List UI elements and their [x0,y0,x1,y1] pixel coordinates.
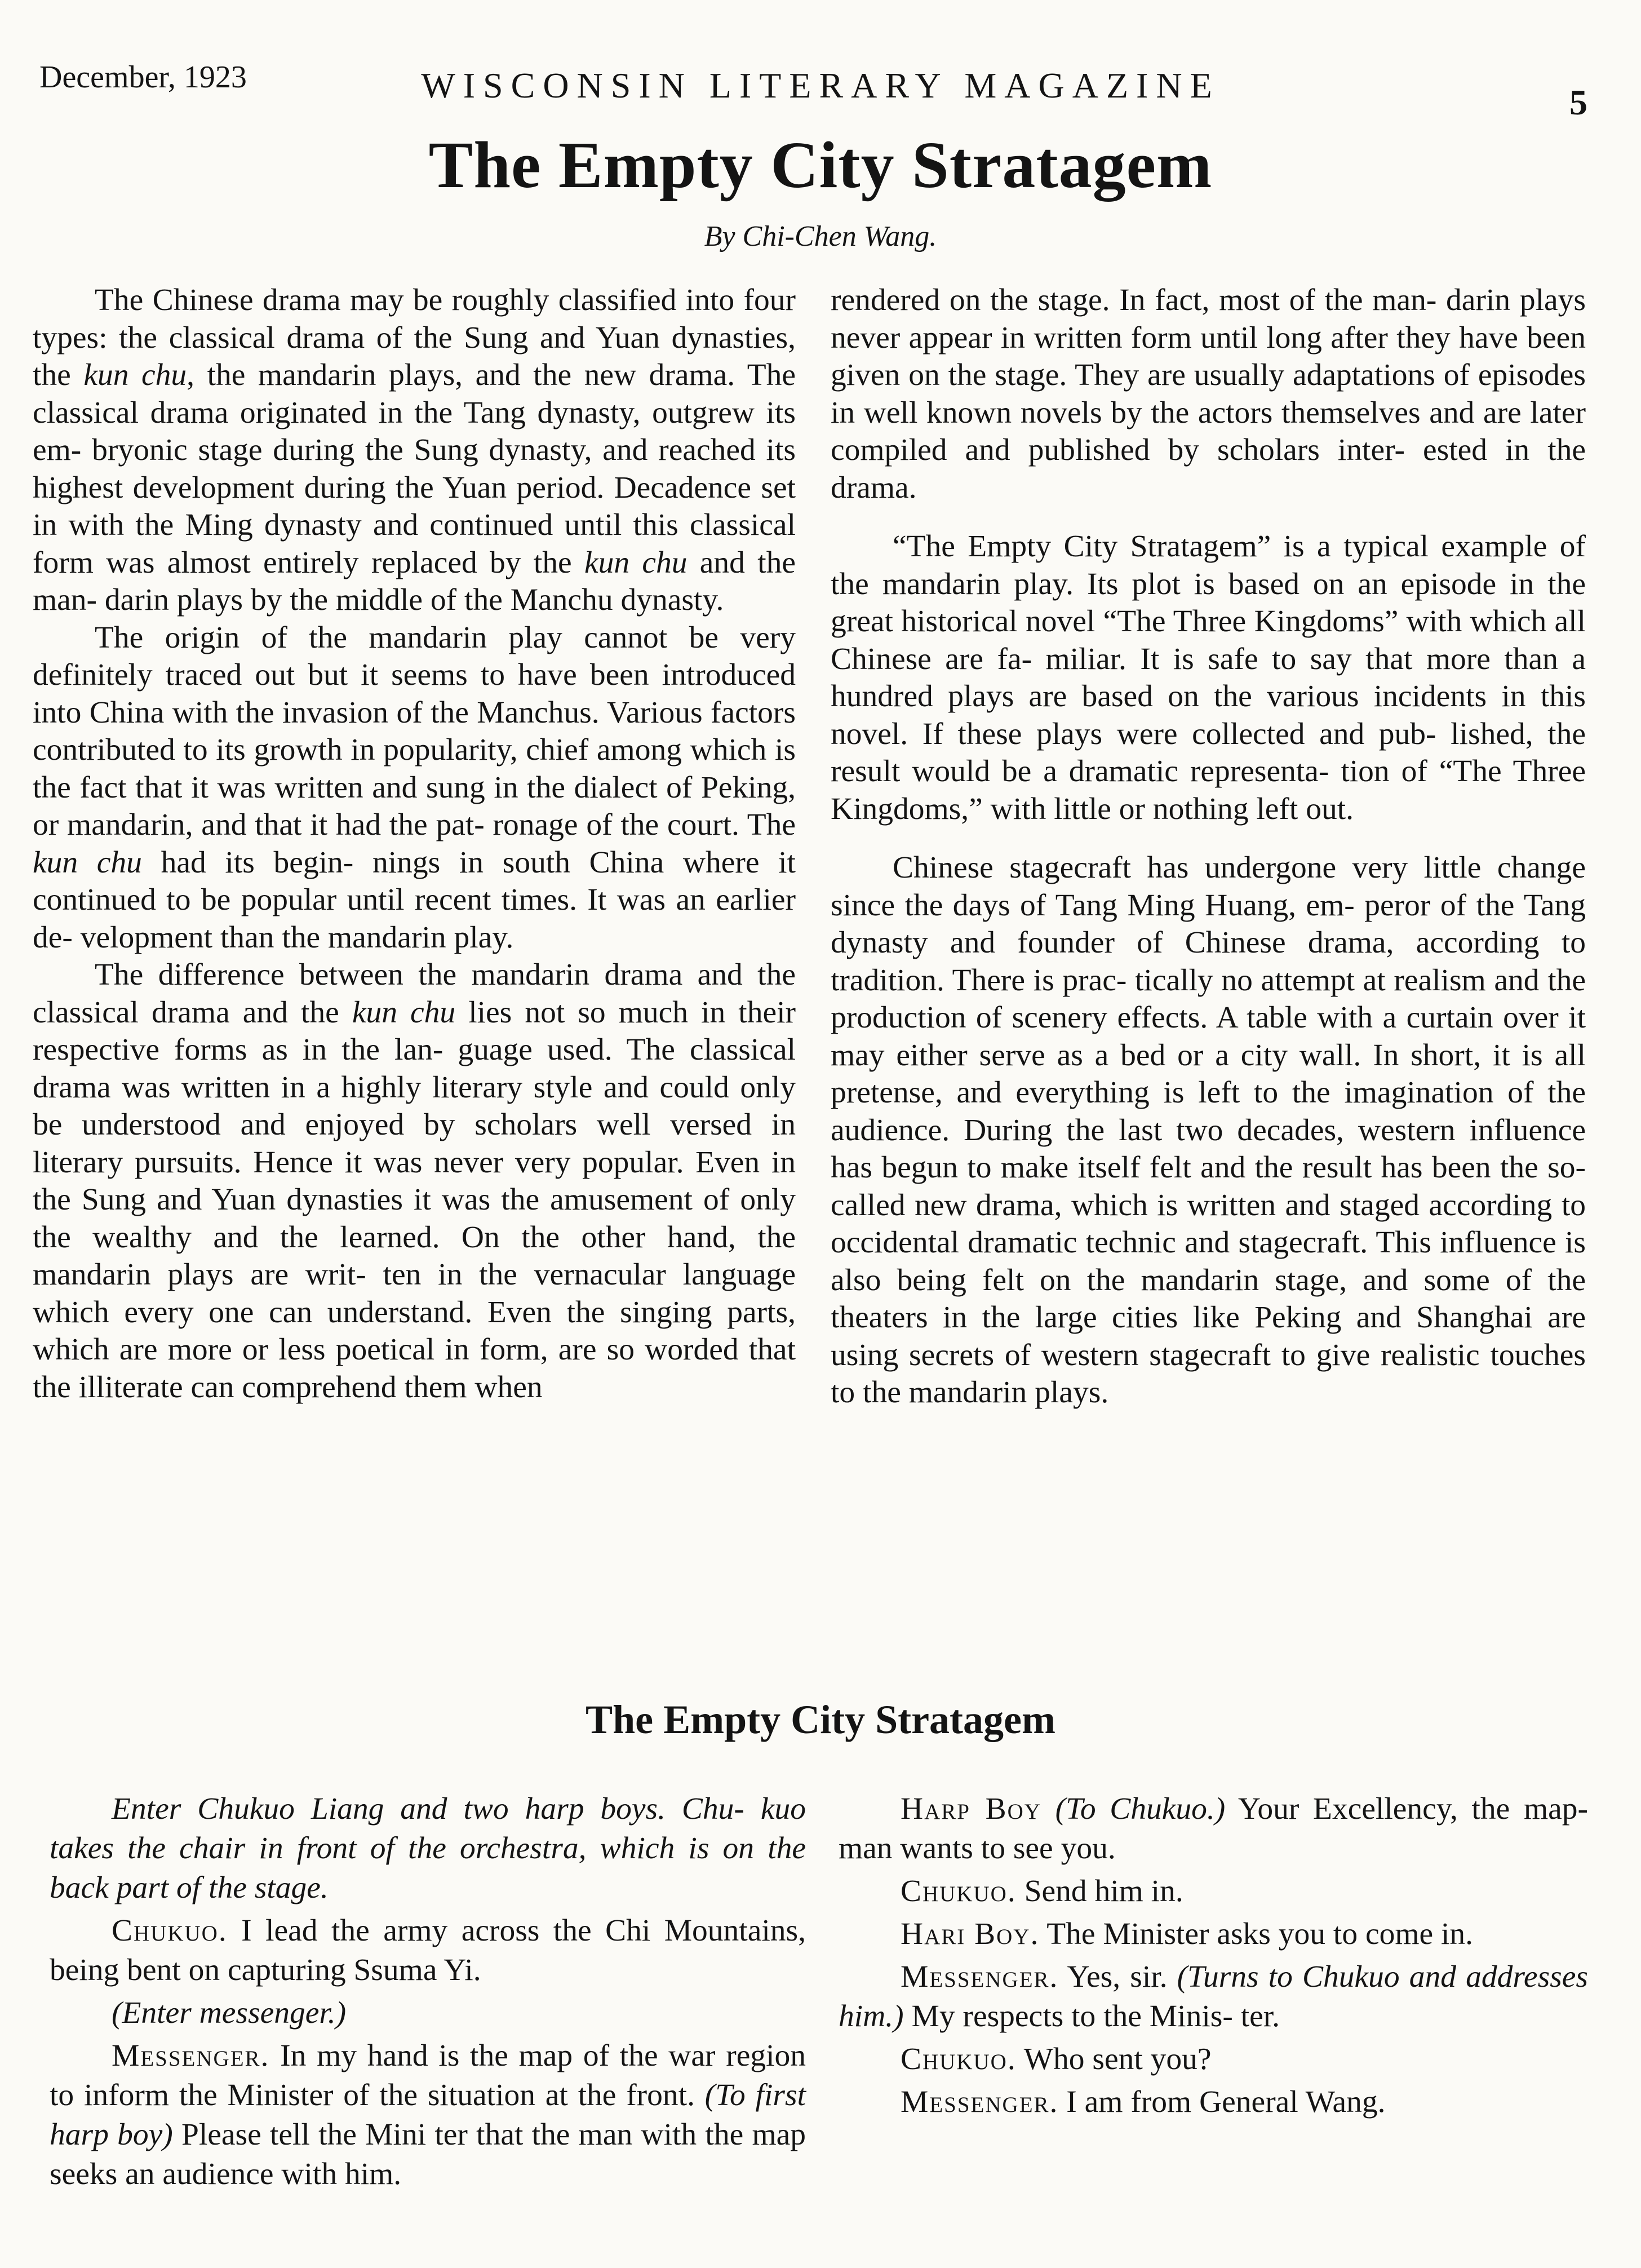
magazine-name: WISCONSIN LITERARY MAGAZINE [421,65,1220,105]
dialogue-line: Messenger. In my hand is the map of the war region to inform the Minister of the situation at the front. (To first harp boy) Please tell the Mini ter that the man with the map seeks an audience with him. [50,2039,806,2191]
play-title: The Empty City Stratagem [586,1697,1055,1742]
essay-column-right [831,282,1586,1412]
speaker-name: Messenger. [901,2085,1059,2119]
essay-column-left [33,282,796,1406]
dialogue-line: Harp Boy (To Chukuo.) Your Excellency, the map-man wants to see you. [839,1792,1588,1866]
speaker-name: Messenger. [112,2039,270,2073]
speaker-name: Harp Boy [901,1792,1041,1826]
dialogue-line: Chukuo. Send him in. [901,1874,1183,1908]
play-column-right [839,1789,1588,2125]
essay-paragraph: Chinese stagecraft has undergone very little change since the days of Tang Ming Huang, em- peror of the Tang dynasty and founder of Chinese drama, according to tradition. There is prac- tically no attempt at realism and the production of scenery effects. A table with a curtain over it may either serve as a bed or a city wall. In short, it is all pretense, and everything is left to the imagination of the audience. During the last two decades, western influence has begun to make itself felt and the result has been the so-called new drama, which is written and staged according to occidental dramatic technic and stagecraft. This influence is also being felt on the mandarin stage, and some of the theaters in the large cities like Peking and Shanghai are using secrets of western stagecraft to give realistic touches to the mandarin plays. [831,850,1586,1410]
essay-paragraph: rendered on the stage. In fact, most of the man- darin plays never appear in written form until long after they have been given on the stage. They are usually adaptations of episodes in well known novels by the actors themselves and are later compiled and published by scholars inter- ested in the drama. [831,283,1586,505]
speaker-name: Hari Boy. [901,1917,1040,1951]
issue-date: December, 1923 [39,60,247,95]
essay-paragraph: The Chinese drama may be roughly classified into four types: the classical drama of the Sung and Yuan dynasties, the kun chu, the mandarin plays, and the new drama. The classical drama originated in the Tang dynasty, outgrew its em- bryonic stage during the Sung dynasty, and reached its highest development during the Yuan period. Decadence set in with the Ming dynasty and continued until this classical form was almost entirely replaced by the kun chu and the man- darin plays by the middle of the Manchu dynasty. [33,283,796,617]
dialogue-line: Hari Boy. The Minister asks you to come in. [901,1917,1474,1951]
dialogue-line: Chukuo. I lead the army across the Chi Mountains, being bent on capturing Ssuma Yi. [50,1913,806,1987]
essay-paragraph: “The Empty City Stratagem” is a typical example of the mandarin play. Its plot is based on an episode in the great historical novel “The Three Kingdoms” with which all Chinese are fa- miliar. It is safe to say that more than a hundred plays are based on the various incidents in this novel. If these plays were collected and pub- lished, the result would be a dramatic representa- tion of “The Three Kingdoms,” with little or nothing left out. [831,529,1586,826]
stage-direction: Enter Chukuo Liang and two harp boys. Chu- kuo takes the chair in front of the orchestra, which is on the back part of the stage. [50,1792,806,1905]
speaker-name: Messenger. [901,1960,1059,1994]
page-number: 5 [1569,82,1587,122]
stage-direction: (Enter messenger.) [112,1996,347,2030]
dialogue-line: Chukuo. Who sent you? [901,2042,1212,2076]
page-header [34,54,1607,121]
article-title: The Empty City Stratagem [428,128,1213,202]
speaker-name: Chukuo. [112,1913,228,1948]
dialogue-line: Messenger. Yes, sir. (Turns to Chukuo and addresses him.) My respects to the Minis- ter. [839,1960,1588,2034]
speaker-name: Chukuo. [901,2042,1017,2076]
speaker-name: Chukuo. [901,1874,1017,1908]
article-byline: By Chi-Chen Wang. [704,220,937,253]
play-column-left [50,1789,806,2198]
essay-paragraph: The difference between the mandarin drama and the classical drama and the kun chu lies not so much in their respective forms as in the lan- guage used. The classical drama was written in a highly literary style and could only be understood and enjoyed by scholars well versed in literary pursuits. Hence it was never very popular. Even in the Sung and Yuan dynasties it was the amusement of only the wealthy and the learned. On the other hand, the mandarin plays are writ- ten in the vernacular language which every one can understand. Even the singing parts, which are more or less poetical in form, are so worded that the illiterate can comprehend them when [33,958,796,1405]
dialogue-line: Messenger. I am from General Wang. [901,2085,1386,2119]
essay-paragraph: The origin of the mandarin play cannot be very definitely traced out but it seems to have been introduced into China with the invasion of the Manchus. Various factors contributed to its growth in popularity, chief among which is the fact that it was written and sung in the dialect of Peking, or mandarin, and that it had the pat- ronage of the court. The kun chu had its begin- nings in south China where it continued to be popular until recent times. It was an earlier de- velopment than the mandarin play. [33,620,796,955]
